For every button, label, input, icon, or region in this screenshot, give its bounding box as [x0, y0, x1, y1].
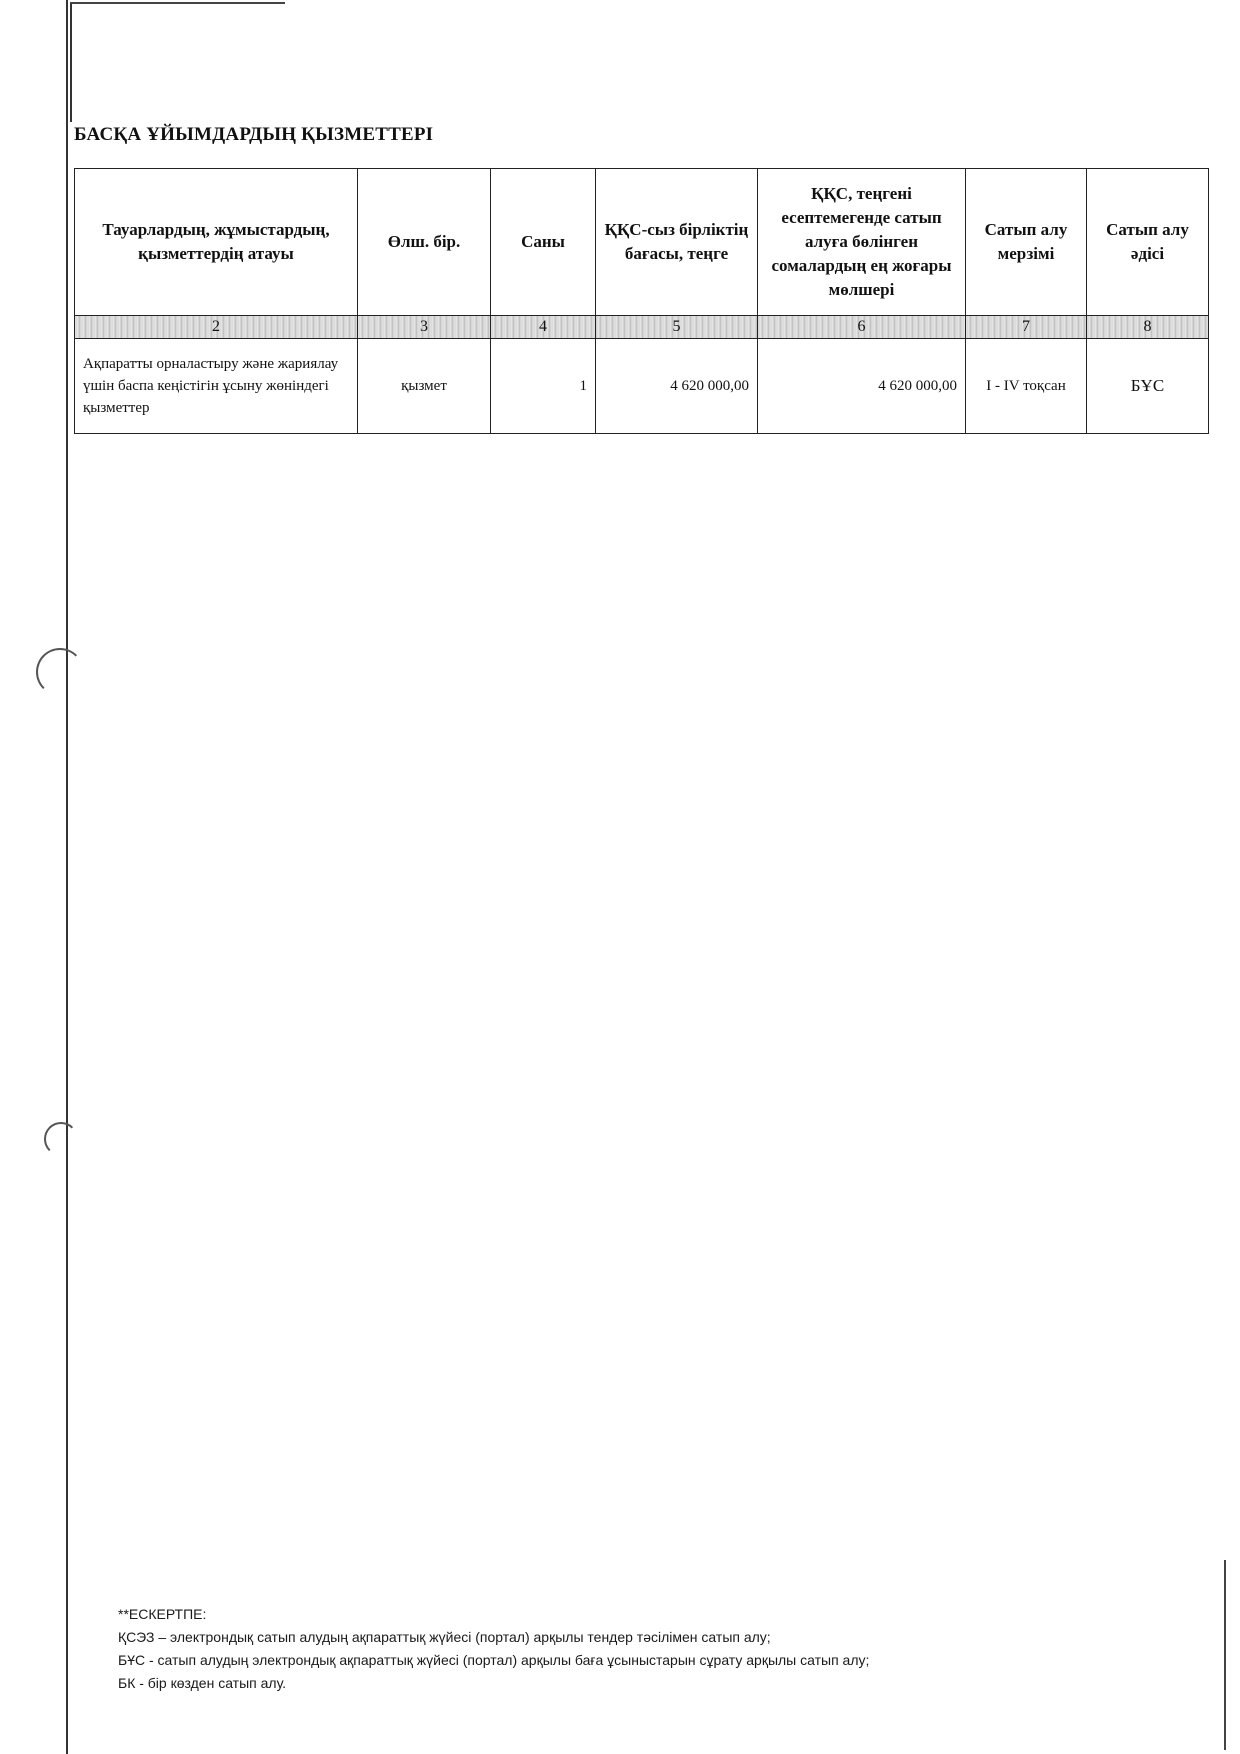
punch-hole-mark: [44, 1122, 78, 1156]
cell-method: БҰС: [1087, 339, 1209, 434]
table-row: [75, 339, 1209, 434]
header-unit-price: ҚҚС-сыз бірліктің бағасы, теңге: [596, 169, 758, 316]
scan-edge-left: [66, 0, 68, 1754]
header-quantity: Саны: [491, 169, 596, 316]
cell-unit: қызмет: [358, 339, 491, 434]
scan-edge-top-vertical: [70, 2, 72, 122]
column-number: 2: [75, 316, 358, 339]
column-number: 5: [596, 316, 758, 339]
column-number: 8: [1087, 316, 1209, 339]
procurement-table: [74, 168, 1209, 434]
cell-max-amount: 4 620 000,00: [758, 339, 966, 434]
cell-quantity: 1: [491, 339, 596, 434]
header-method: Сатып алу әдісі: [1087, 169, 1209, 316]
section-title: БАСҚА ҰЙЫМДАРДЫҢ ҚЫЗМЕТТЕРІ: [74, 124, 434, 145]
note-line: БК - бір көзден сатып алу.: [118, 1675, 287, 1691]
cell-period: I - IV тоқсан: [966, 339, 1087, 434]
column-number: 3: [358, 316, 491, 339]
note-line: ҚСЭЗ – электрондық сатып алудың ақпараттық жүйесі (портал) арқылы тендер тәсілімен сатып алу;: [118, 1629, 771, 1645]
scan-edge-right: [1224, 1560, 1226, 1750]
column-number: 7: [966, 316, 1087, 339]
notes-block: [118, 1603, 869, 1695]
header-name: Тауарлардың, жұмыстардың, қызметтердің атауы: [75, 169, 358, 316]
table-header-row: [75, 169, 1209, 316]
column-number: 4: [491, 316, 596, 339]
column-number: 6: [758, 316, 966, 339]
cell-name: Ақпаратты орналастыру және жариялау үшін баспа кеңістігін ұсыну жөніндегі қызметтер: [75, 339, 358, 434]
notes-title: **ЕСКЕРТПЕ:: [118, 1606, 207, 1622]
cell-unit-price: 4 620 000,00: [596, 339, 758, 434]
header-max-amount: ҚҚС, теңгені есептемегенде сатып алуға бөлінген сомалардың ең жоғары мөлшері: [758, 169, 966, 316]
punch-hole-mark: [36, 648, 84, 696]
column-number-row: [75, 316, 1209, 339]
header-unit: Өлш. бір.: [358, 169, 491, 316]
scan-edge-top: [70, 2, 285, 4]
note-line: БҰС - сатып алудың электрондық ақпараттық жүйесі (портал) арқылы баға ұсыныстарын сұрату арқылы сатып алу;: [118, 1652, 870, 1668]
header-period: Сатып алу мерзімі: [966, 169, 1087, 316]
